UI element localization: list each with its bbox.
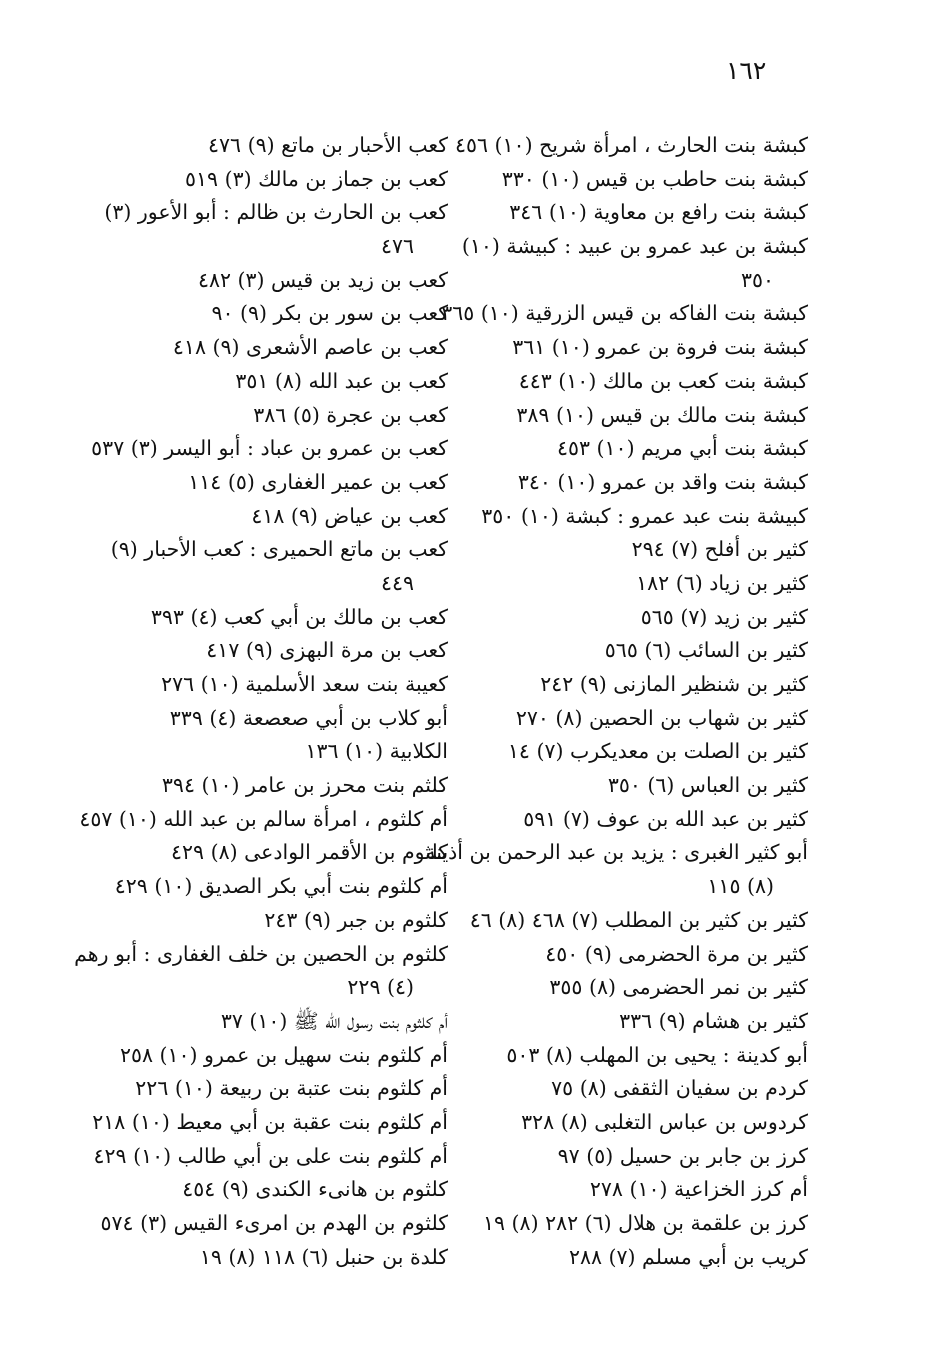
index-entry: (٨) ١١٥ <box>707 874 774 899</box>
index-entry: الكلابية (١٠) ١٣٦ <box>305 739 448 764</box>
index-entry: أم كلثوم بنت سهيل بن عمرو (١٠) ٢٥٨ <box>119 1042 448 1067</box>
index-entry: كردم بن سفيان الثقفى (٨) ٧٥ <box>551 1076 808 1101</box>
index-entry: كعب بن عاصم الأشعرى (٩) ٤١٨ <box>172 335 448 360</box>
index-entry: كثير بن نمر الحضرمى (٨) ٣٥٥ <box>549 975 808 1000</box>
index-entry: كعب بن عمرو بن عباد : أبو اليسر (٣) ٥٣٧ <box>91 436 448 461</box>
index-entry: كلثوم بن هانىء الكندى (٩) ٤٥٤ <box>182 1177 448 1202</box>
index-entry: كثير بن أفلح (٧) ٢٩٤ <box>631 537 808 562</box>
index-entry: أم كرز الخزاعية (١٠) ٢٧٨ <box>589 1177 808 1202</box>
index-entry: كلثوم بن جبر (٩) ٢٤٣ <box>264 907 448 932</box>
index-entry: كردوس بن عباس التغلبى (٨) ٣٢٨ <box>521 1109 808 1134</box>
index-entry: أبو كثير الغبرى : يزيد بن عبد الرحمن بن أذينة <box>425 840 808 865</box>
index-entry: كعب بن جماز بن مالك (٣) ٥١٩ <box>185 166 448 191</box>
index-entry: كبشة بنت فروة بن عمرو (١٠) ٣٦١ <box>512 335 808 360</box>
index-entry: كبشة بنت الحارث ، امرأة شريح (١٠) ٤٥٦ <box>454 133 808 157</box>
index-entry: كلثم بنت محرز بن عامر (١٠) ٣٩٤ <box>161 773 448 798</box>
index-entry: كبشة بنت رافع بن معاوية (١٠) ٣٤٦ <box>509 200 808 225</box>
index-entry: أم كلثوم ، امرأة سالم بن عبد الله (١٠) ٤٥٧ <box>79 806 448 831</box>
index-entry: كعب بن عياض (٩) ٤١٨ <box>251 503 448 528</box>
index-entry: كعب بن مرة البهزى (٩) ٤١٧ <box>206 638 448 663</box>
index-entry: كثير بن شنظير المازنى (٩) ٢٤٢ <box>540 672 808 696</box>
index-entry: كبشة بنت أبي مريم (١٠) ٤٥٣ <box>556 436 808 461</box>
index-entry: كرز بن جابر بن حسيل (٥) ٩٧ <box>557 1143 808 1168</box>
index-entry: أبو كلاب بن أبي صعصعة (٤) ٣٣٩ <box>169 705 448 730</box>
index-entry: كلثوم بن الحصين بن خلف الغفارى : أبو رهم <box>74 941 448 966</box>
index-entry: كثير بن زيد (٧) ٥٦٥ <box>640 604 808 629</box>
index-entry: ٣٥٠ <box>740 267 774 292</box>
index-entry: أم كلثوم بنت رسول الله ﷺ (١٠) ٣٧ <box>220 1008 448 1033</box>
page-number: ١٦٢ <box>726 56 767 85</box>
index-entry: كريب بن أبي مسلم (٧) ٢٨٨ <box>568 1244 808 1269</box>
index-entry: كثير بن كثير بن المطلب (٧) ٤٦٨ (٨) ٤٦ <box>469 907 808 932</box>
index-entry: كبيشة بنت عبد عمرو : كبشة (١٠) ٣٥٠ <box>481 503 808 528</box>
index-entry: كثير بن عبد الله بن عوف (٧) ٥٩١ <box>523 806 808 831</box>
index-entry: كعب بن عمير الغفارى (٥) ١١٤ <box>188 469 448 494</box>
index-entry: ٤٧٦ <box>380 234 414 259</box>
index-entry: كرز بن علقمة بن هلال (٦) ٢٨٢ (٨) ١٩ <box>483 1211 808 1235</box>
index-entry: كعب بن عبد الله (٨) ٣٥١ <box>235 368 448 393</box>
index-entry: كلدة بن حنبل (٦) ١١٨ (٨) ١٩ <box>199 1244 448 1269</box>
index-entry: كعب بن عجرة (٥) ٣٨٦ <box>253 402 448 427</box>
index-entry: أم كلثوم بنت على بن أبي طالب (١٠) ٤٢٩ <box>93 1143 448 1168</box>
index-entry: أم كلثوم بنت عقبة بن أبي معيط (١٠) ٢١٨ <box>92 1109 448 1134</box>
index-entry: ٤٤٩ <box>380 570 414 595</box>
index-entry: كبشة بن عبد عمرو بن عبيد : كبيشة (١٠) <box>461 234 808 259</box>
index-entry: كعب بن زيد بن قيس (٣) ٤٨٢ <box>197 267 448 292</box>
left-column <box>74 129 448 1274</box>
index-entry: كثير بن مرة الحضرمى (٩) ٤٥٠ <box>545 941 808 966</box>
index-entry: كعب الأحبار بن ماتع (٩) ٤٧٦ <box>208 133 448 157</box>
index-entry: أم كلثوم بنت أبي بكر الصديق (١٠) ٤٢٩ <box>114 874 448 899</box>
index-entry: (٤) ٢٢٩ <box>347 975 414 1000</box>
index-entry: كثير بن العباس (٦) ٣٥٠ <box>607 773 808 798</box>
index-entry: كثير بن زياد (٦) ١٨٢ <box>636 570 808 595</box>
index-entry: كلثوم بن الهدم بن امرىء القيس (٣) ٥٧٤ <box>100 1211 448 1235</box>
index-entry: كلثوم بن الأقمر الوادعى (٨) ٤٢٩ <box>171 840 448 865</box>
index-entry: كبشة بنت كعب بن مالك (١٠) ٤٤٣ <box>518 368 808 393</box>
index-entry: أم كلثوم بنت عتبة بن ربيعة (١٠) ٢٢٦ <box>135 1076 448 1101</box>
index-entry: كعب بن ماتع الحميرى : كعب الأحبار (٩) <box>110 537 448 562</box>
index-entry: كعب بن الحارث بن ظالم : أبو الأعور (٣) <box>104 200 448 225</box>
index-entry: أبو كدينة : يحيى بن المهلب (٨) ٥٠٣ <box>506 1042 808 1067</box>
index-entry: كبشة بنت مالك بن قيس (١٠) ٣٨٩ <box>516 402 808 427</box>
index-entry: كثير بن شهاب بن الحصين (٨) ٢٧٠ <box>515 705 808 730</box>
index-entry: كعب بن سور بن بكر (٩) ٩٠ <box>211 301 448 326</box>
index-entry: كبشة بنت واقد بن عمرو (١٠) ٣٤٠ <box>517 469 808 494</box>
index-entry: كعيبة بنت سعد الأسلمية (١٠) ٢٧٦ <box>161 672 448 696</box>
index-entry: كثير بن السائب (٦) ٥٦٥ <box>604 638 808 663</box>
index-entry: كثير بن الصلت بن معديكرب (٧) ١٤ <box>507 739 808 764</box>
right-column <box>425 129 808 1274</box>
index-entry: كبشة بنت حاطب بن قيس (١٠) ٣٣٠ <box>501 166 808 191</box>
index-entry: كثير بن هشام (٩) ٣٣٦ <box>619 1008 808 1033</box>
index-entry: كعب بن مالك بن أبي كعب (٤) ٣٩٣ <box>150 604 448 629</box>
index-entry: كبشة بنت الفاكه بن قيس الزرقية (١٠) ٣٦٥ <box>441 301 808 326</box>
